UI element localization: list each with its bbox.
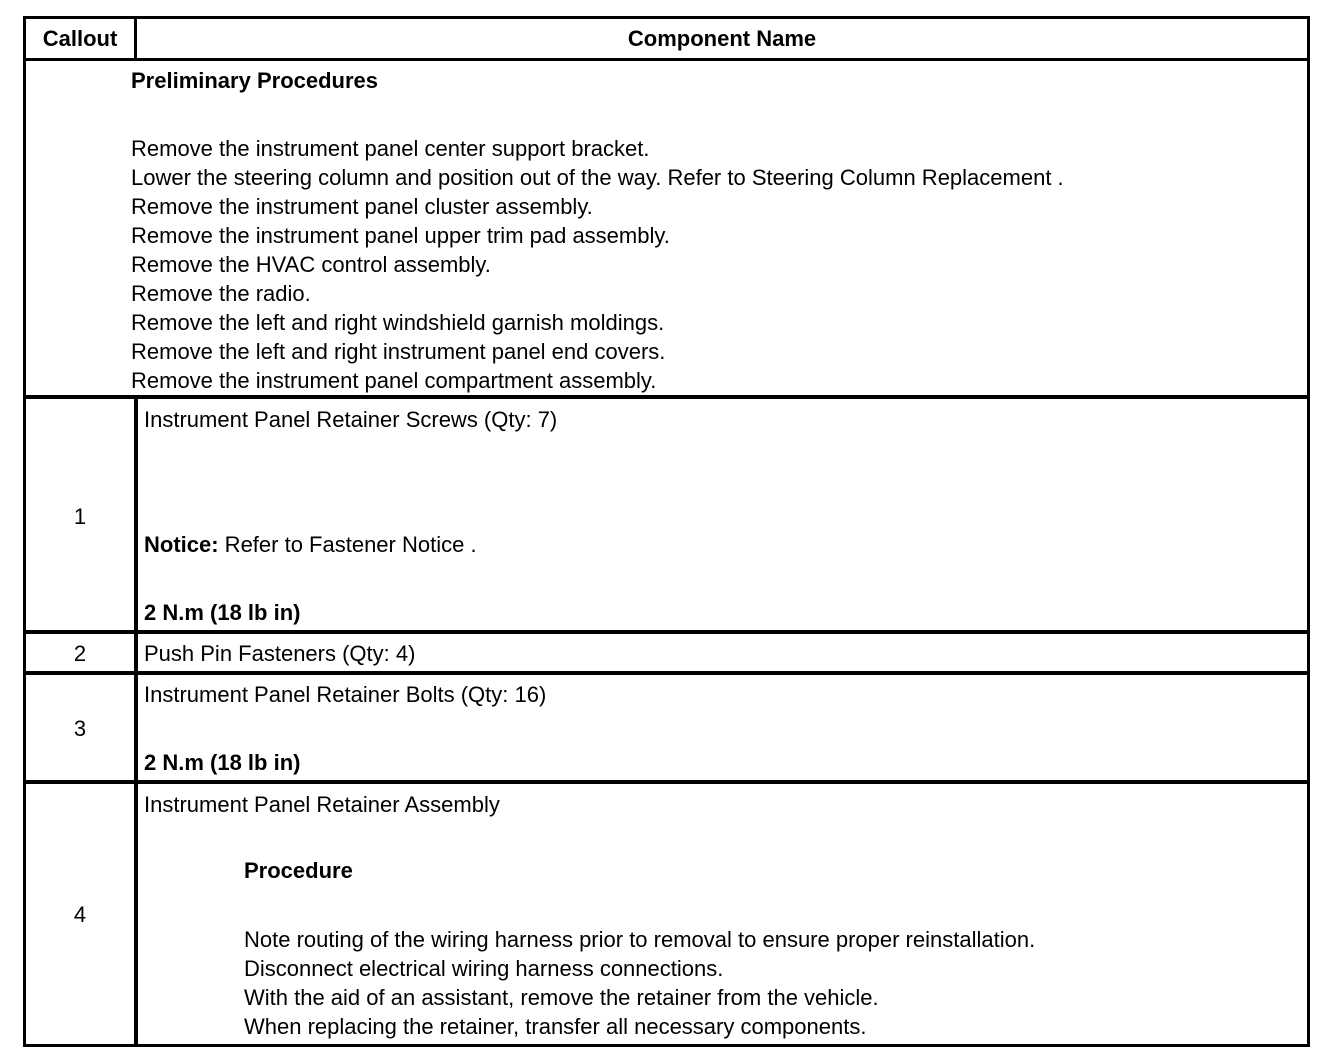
preliminary-step: Remove the left and right windshield garnish moldings. [131, 310, 665, 335]
header-callout: Callout [42, 26, 118, 51]
row-2-callout: 2 [73, 641, 87, 666]
row-4-procedure-title: Procedure [244, 858, 353, 883]
row-1-name: Instrument Panel Retainer Screws (Qty: 7) [144, 407, 558, 432]
procedure-step: Disconnect electrical wiring harness connections. [244, 956, 724, 981]
procedure-step: With the aid of an assistant, remove the retainer from the vehicle. [244, 985, 879, 1010]
row-2-name: Push Pin Fasteners (Qty: 4) [144, 641, 416, 666]
preliminary-step: Remove the instrument panel cluster assembly. [131, 194, 593, 219]
border-right [1307, 16, 1310, 1047]
procedure-step: When replacing the retainer, transfer all necessary components. [244, 1014, 867, 1039]
row-1-callout: 1 [73, 504, 87, 529]
notice-text: Refer to Fastener Notice . [218, 532, 477, 557]
preliminary-title: Preliminary Procedures [131, 68, 379, 93]
preliminary-step: Lower the steering column and position out of the way. Refer to Steering Column Replacement . [131, 165, 1064, 190]
body-column-divider [134, 397, 138, 1047]
notice-label: Notice: [144, 532, 219, 557]
row-4-procedure-steps [244, 925, 1035, 1041]
procedure-step: Note routing of the wiring harness prior to removal to ensure proper reinstallation. [244, 927, 1036, 952]
preliminary-step: Remove the instrument panel compartment assembly. [131, 368, 657, 393]
preliminary-steps [131, 134, 1064, 395]
row-1-notice [144, 530, 477, 559]
row-3-callout: 3 [73, 716, 87, 741]
row-3-bottom [23, 780, 1310, 784]
row-4-callout: 4 [73, 902, 87, 927]
row-4-name: Instrument Panel Retainer Assembly [144, 792, 500, 817]
row-2-bottom [23, 671, 1310, 675]
header-component-name: Component Name [627, 26, 817, 51]
border-top [23, 16, 1310, 19]
border-bottom [23, 1044, 1310, 1047]
preliminary-step: Remove the instrument panel center support bracket. [131, 136, 650, 161]
border-left [23, 16, 26, 1047]
header-bottom [23, 58, 1310, 61]
preliminary-step: Remove the radio. [131, 281, 311, 306]
preliminary-bottom [23, 395, 1310, 399]
row-3-name: Instrument Panel Retainer Bolts (Qty: 16) [144, 682, 547, 707]
procedure-table [23, 16, 1310, 1047]
preliminary-step: Remove the left and right instrument panel end covers. [131, 339, 666, 364]
row-3-torque: 2 N.m (18 lb in) [144, 750, 301, 775]
row-1-bottom [23, 630, 1310, 634]
preliminary-step: Remove the instrument panel upper trim pad assembly. [131, 223, 670, 248]
preliminary-step: Remove the HVAC control assembly. [131, 252, 491, 277]
row-1-torque: 2 N.m (18 lb in) [144, 600, 301, 625]
